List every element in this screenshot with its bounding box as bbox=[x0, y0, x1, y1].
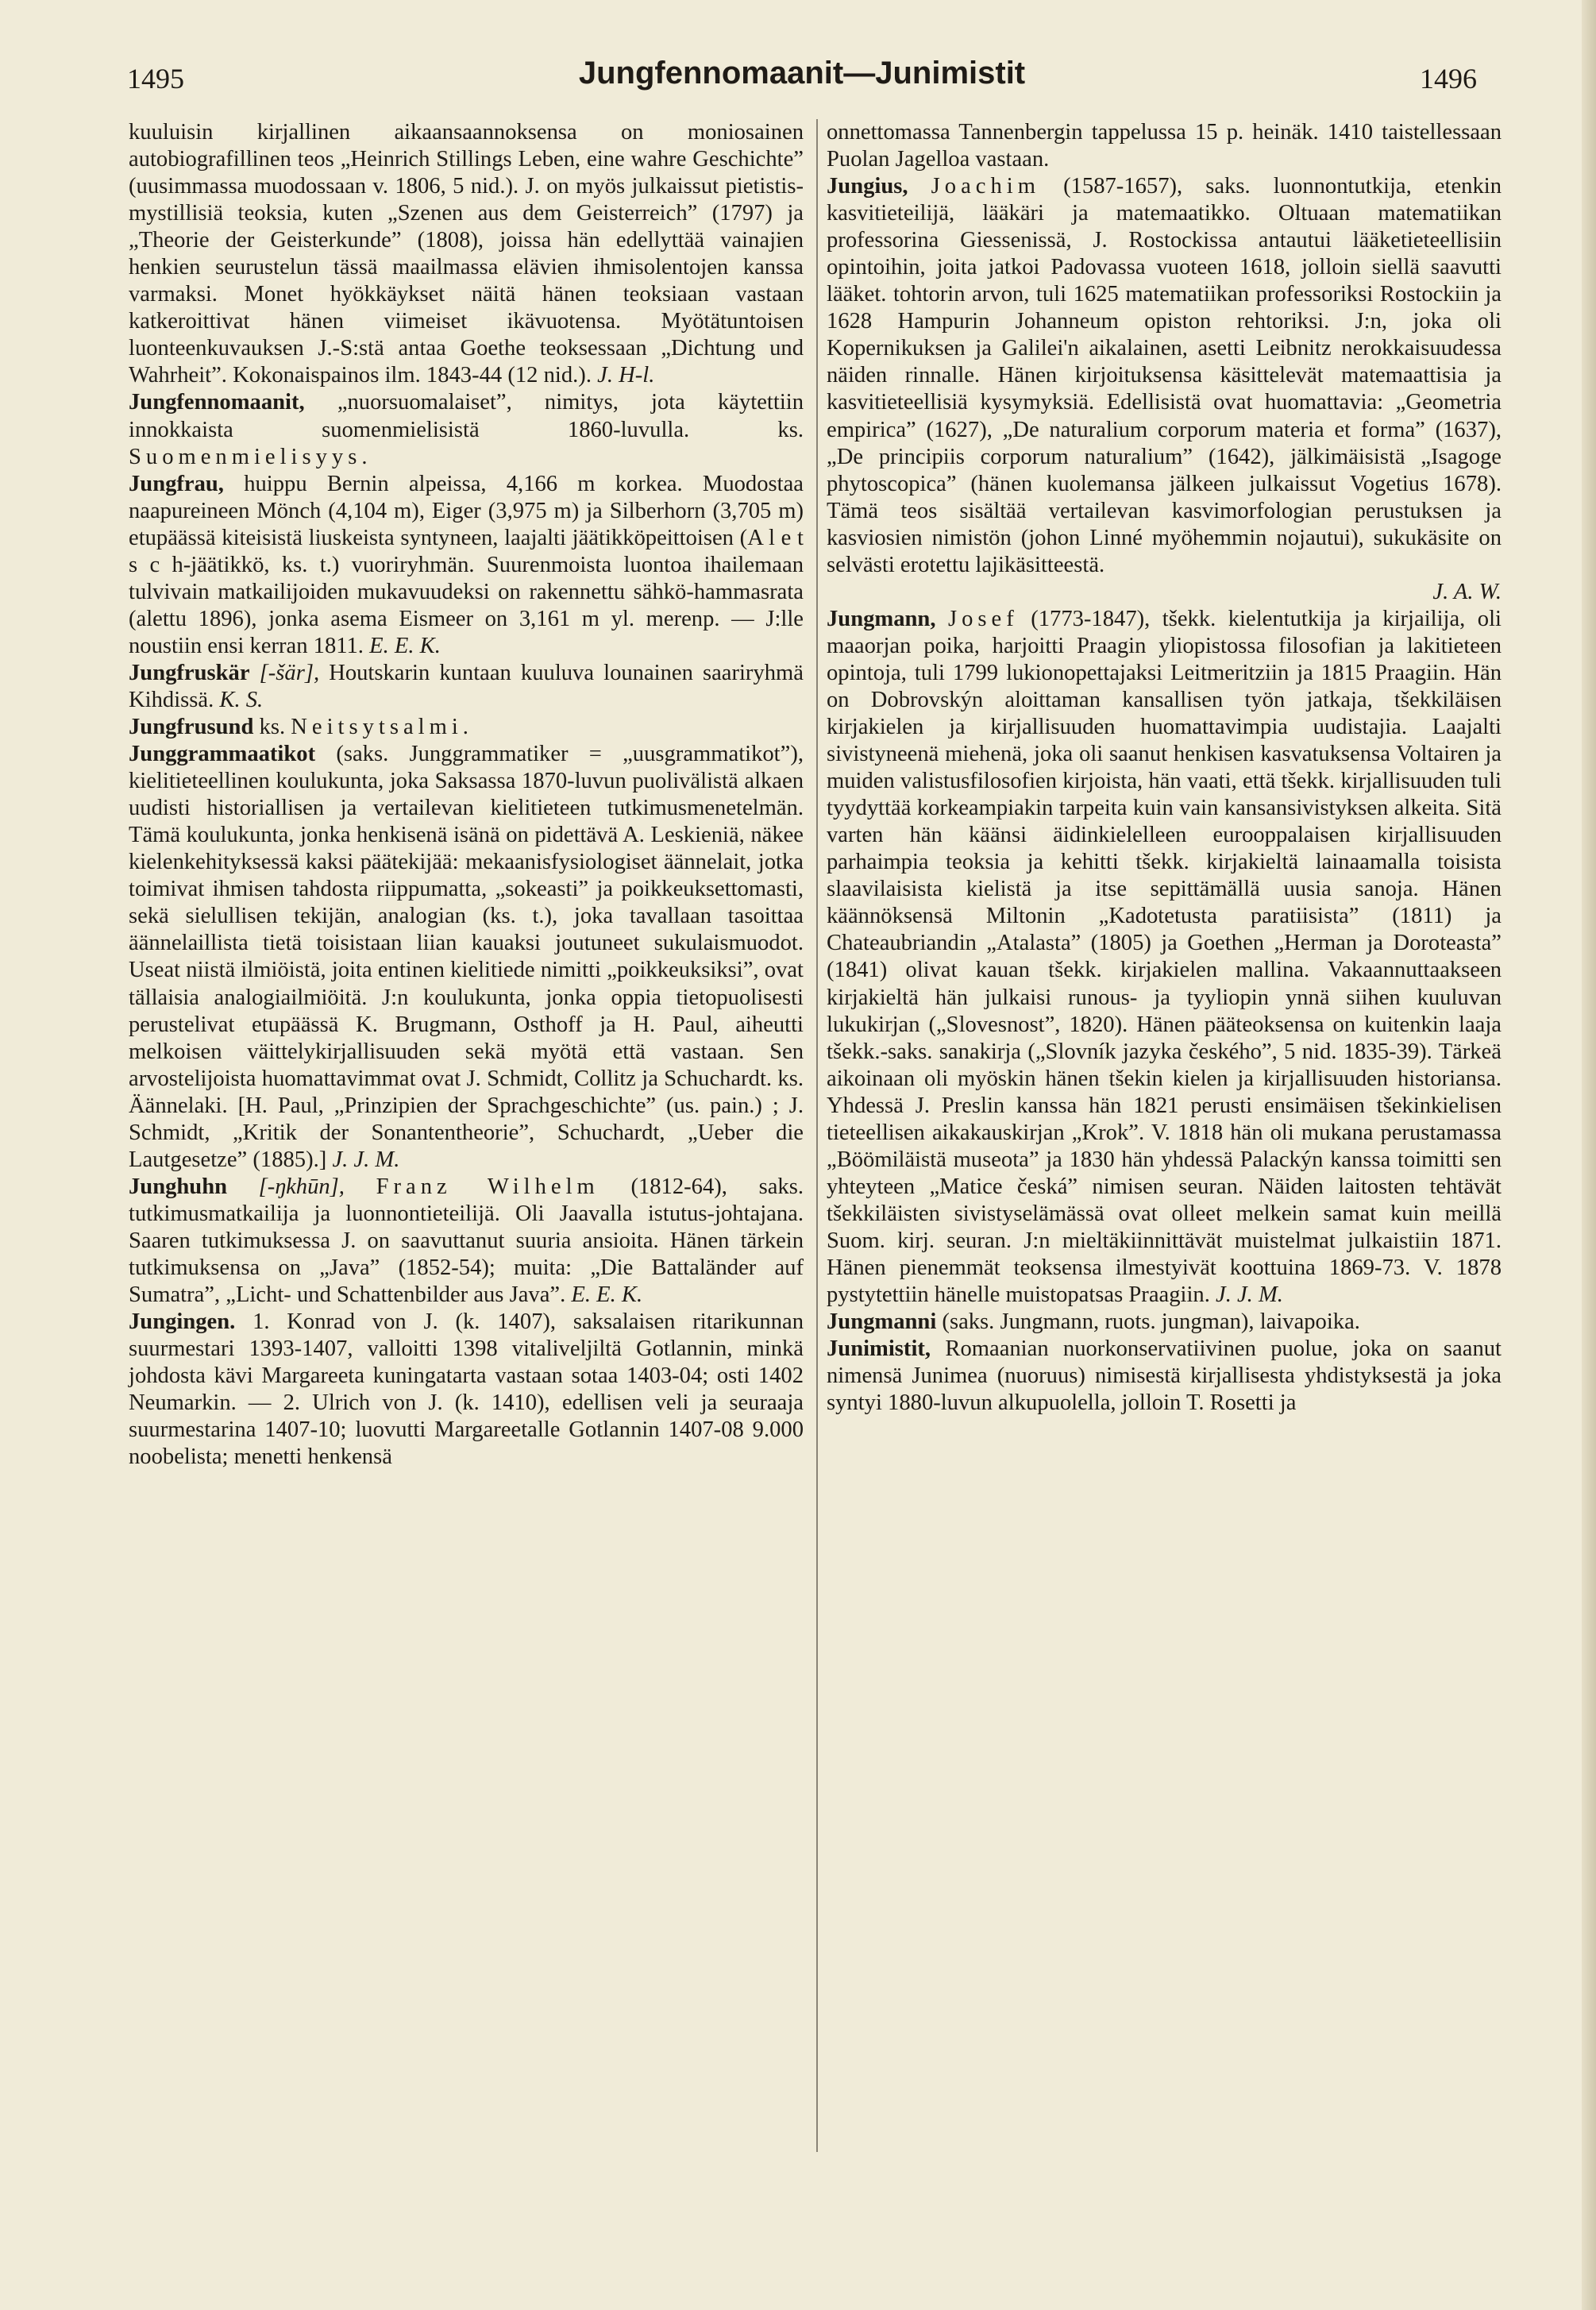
left-column bbox=[129, 119, 804, 1471]
right-column bbox=[827, 119, 1502, 1417]
author-signature: E. E. K. bbox=[369, 633, 441, 658]
entry-junghuhn bbox=[129, 1174, 804, 1309]
entry-headword: Jungfrau, bbox=[129, 471, 224, 496]
page-number-left: 1495 bbox=[127, 63, 184, 94]
cross-reference: Suomenmielisyys. bbox=[129, 444, 372, 469]
running-title: Jungfennomaanit—Junimistit bbox=[578, 56, 1026, 91]
page-number-right: 1496 bbox=[1420, 63, 1477, 94]
author-signature: J. H-l. bbox=[597, 363, 655, 388]
entry-headword: Jungingen. bbox=[129, 1309, 236, 1335]
entry-jungingen bbox=[129, 1309, 804, 1471]
entry-text: (1587-1657), saks. luonnontutkija, etenkin kasvitieteilijä, lääkäri ja matemaatikko. Oltuaan matematiikan professorina Giessenissä, J. Rostockissa antautui lääketieteellisiin opintoihin, joita jatkoi Padovassa vuoteen 1618, jolloin siellä saavutti lääket. tohtorin arvon, tuli 1625 matematiikan professoriksi Rostockiin ja 1628 Hampurin Johanneum opiston rehtoriksi. J:n, joka oli Kopernikuksen ja Galilei'n aikalainen, asetti Leibnitz nerokkaisuudessa näiden rinnalle. Hänen kirjoituksensa käsittelevät matemaattisia ja kasvitieteellisiä kysymyksiä. Edellisistä ovat huomattavia: „Geometria empirica” (1627), „De naturalium corporum materia et forma” (1637), „De principiis corporum naturalium” (1642), jälkimäisistä „Isagoge phytoscopica” (hänen kuolemansa jälkeen julkaissut Vogetius 1678). Tämä teos sisältää vertailevan kasvimorfologian perustuksen ja kasviosien nimistön (johon Linné myöhemmin nojautui), sukukäsite on selvästi erotettu lajikäsitteestä. bbox=[827, 174, 1502, 577]
entry-text: (1773-1847), tšekk. kielentutkija ja kirjailija, oli maaorjan poika, harjoitti Praagin yliopistossa filosofian ja lakitieteen opintoja, tuli 1799 lukionopettajaksi Leitmeritziin ja 1815 Praagiin. Hän on Dobrovskýn aloittaman kansallisen työn jatkaja, tšekkiläisen kirjakielen ja kirjallisuuden huomattavimpia uudistajia. Laajalti sivistyneenä miehenä, joka oli saanut henkisen kasvatuksensa Voltairen ja muiden valistusfilosofien kirjoista, hän vaati, että tšekk. kirjallisuuden tuli tyydyttää korkeampiakin tarpeita kuin vain kansansivistyksen alkeita. Sitä varten hän käänsi äidinkielelleen eurooppalaisen kirjallisuuden parhaimpia teoksia ja kehitti tšekk. kirjakieltä lainaamalla toisista slaavilaisista kielistä ja itse sepittämällä uusia sanoja. Hänen käännöksensä Miltonin „Kadotetusta paratiisista” (1811) ja Chateaubriandin „Atalasta” (1805) ja Goethen „Herman ja Doroteasta” (1841) olivat kauan tšekk. kirjakielen mallina. Vakaannuttaakseen kirjakieltä hän julkaisi runous- ja tyyliopin ynnä siihen kuuluvan lukukirjan („Slovesnost”, 1820). Hänen pääteoksensa on kuitenkin laaja tšekk.-saks. sanakirja („Slovník jazyka českého”, 5 nid. 1835-39). Tärkeä aikoinaan oli myöskin hänen tšekin kielen ja kirjallisuuden historiansa. Yhdessä J. Preslin kanssa hän 1821 perusti ensimäisen tšekinkielisen tieteellisen aikakauskirjan „Krok”. V. 1818 hän oli mukana perustamassa „Böömiläistä museota” ja 1830 hän yhdessä Palackýn kanssa toimitti sen yhteyteen „Matice česká” nimisen seuran. Näiden laitosten tehtävät tšekkiläisten sivistyselämässä ovat olleet melkein samat kuin meillä Suom. kirj. seuran. J:n mieltäkiinnittävät muistelmat julkaistiin 1871. Hänen pienemmät teoksensa ilmestyivät koottuina 1869-73. V. 1878 pystytettiin hänelle muistopatsas Praagiin. bbox=[827, 606, 1502, 1308]
person-name: Josef bbox=[947, 606, 1019, 631]
pronunciation: [-ŋkhūn], bbox=[258, 1174, 345, 1199]
page-edge-shadow bbox=[1582, 0, 1596, 2310]
entry-jungius bbox=[827, 173, 1502, 606]
column-divider bbox=[816, 119, 818, 2152]
entry-text: (1812-64), saks. tutkimusmatkailija ja luonnontieteilijä. Oli Jaavalla istutus-johtajana. Saaren tutkimuksessa J. on saavuttanut suuria ansioita. Hänen tärkein tutkimuksensa on „Java” (1852-54); muita: „Die Battaländer auf Sumatra”, „Licht- und Schattenbilder aus Java”. bbox=[129, 1174, 804, 1308]
entry-text: huippu Bernin alpeissa, 4,166 m korkea. Muodostaa naapureineen Mönch (4,104 m), Eiger (3,975 m) ja Silberhorn (3,705 m) etupäässä kiteisistä liuskeista syntyneen, laajalti jäätikköpeittoisen (A l e t s c h-jäätikkö, ks. t.) vuoriryhmän. Suurenmoista luontoa ihailemaan tulvivain matkailijoiden mukavuudeksi on rakennettu sähkö-hammasrata (alettu 1896), jonka asema Eismeer on 3,161 m yl. merenp. — J:lle noustiin ensi kerran 1811. bbox=[129, 471, 804, 658]
entry-text: onnettomassa Tannenbergin tappelussa 15 p. heinäk. 1410 taistellessaan Puolan Jagelloa vastaan. bbox=[827, 120, 1502, 172]
entry-headword: Junghuhn bbox=[129, 1174, 228, 1199]
author-signature: E. E. K. bbox=[571, 1282, 643, 1308]
entry-text: Romaanian nuorkonservatiivinen puolue, joka on saanut nimensä Junimea (nuoruus) nimisestä kirjallisesta yhdistyksestä ja joka syntyi 1880-luvun alkupuolella, jolloin T. Rosetti ja bbox=[827, 1336, 1502, 1416]
entry-jungfrusund bbox=[129, 714, 804, 741]
cross-reference: Neitsytsalmi. bbox=[291, 715, 473, 740]
entry-text: ks. bbox=[259, 715, 286, 740]
entry-jungfruskar bbox=[129, 660, 804, 714]
entry-text: „nuorsuomalaiset”, nimitys, jota käytettiin innokkaista suomenmielisistä 1860-luvulla. ks. bbox=[129, 390, 804, 442]
entry-headword: Jungfruskär bbox=[129, 660, 250, 685]
entry-headword: Jungfennomaanit, bbox=[129, 390, 305, 415]
entry-text: Houtskarin kuntaan kuuluva lounainen saariryhmä Kihdissä. bbox=[129, 660, 804, 712]
entry-continuation bbox=[827, 119, 1502, 173]
entry-headword: Jungfrusund bbox=[129, 715, 254, 740]
pronunciation: [-šär], bbox=[259, 660, 320, 685]
entry-jungmanni bbox=[827, 1309, 1502, 1336]
entry-text: kuuluisin kirjallinen aikaansaannoksensa on moniosainen autobiografillinen teos „Heinrich Stillings Leben, eine wahre Geschichte” (uusimmassa muodossaan v. 1806, 5 nid.). J. on myös julkaissut pietistis-mystillisiä teoksia, kuten „Szenen aus dem Geisterreich” (1797) ja „Theorie der Geisterkunde” (1808), joissa hän edellyttää vainajien henkien seurustelun tässä maailmassa elävien ihmisolentojen kanssa varmaksi. Monet hyökkäykset näitä hänen teoksiaan vastaan katkeroittivat hänen viimeiset ikävuotensa. Myötätuntoisen luonteenkuvauksen J.-S:stä antaa Goethe teoksessaan „Dichtung und Wahrheit”. Kokonaispainos ilm. 1843-44 (12 nid.). bbox=[129, 120, 804, 388]
entry-text: (saks. Junggrammatiker = „uusgrammatikot”), kielitieteellinen koulukunta, joka Saksassa 1870-luvun puolivälistä alkaen uudisti historiallisen ja vertailevan kielitieteen tutkimusmenetelmän. Tämä koulukunta, jonka henkisenä isänä on pidettävä A. Leskieniä, näkee kielenkehityksessä kaksi päätekijää: mekaanisfysiologiset äännelait, jotka toimivat ihmisen tahdosta riippumatta, „sokeasti” ja poikkeuksettomasti, sekä sielullisen tekijän, analogian (ks. t.), joka tavallaan tasoittaa äännelaillista tietä toisistaan liian kauaksi joutuneet sukulaismuodot. Useat niistä ilmiöistä, joita entinen kielitiede nimitti „poikkeuksiksi”, ovat tällaisia analogiailmiöitä. J:n koulukunta, jonka oppia tietopuolisesti perustelivat etupäässä K. Brugmann, Osthoff ja H. Paul, aiheutti melkoisen väittelykirjallisuuden sekä myötä että vastaan. Sen arvostelijoista huomattavimmat ovat J. Schmidt, Collitz ja Schuchardt. ks. Äännelaki. [H. Paul, „Prinzipien der Sprachgeschichte” (us. pain.) ; J. Schmidt, „Kritik der Sonantentheorie”, Schuchardt, „Ueber die Lautgesetze” (1885).] bbox=[129, 742, 804, 1172]
person-name: Joachim bbox=[931, 174, 1040, 199]
entry-jungmann bbox=[827, 606, 1502, 1309]
author-signature: K. S. bbox=[219, 687, 264, 712]
entry-junggrammaatikot bbox=[129, 741, 804, 1174]
entry-jungfennomaanit bbox=[129, 389, 804, 470]
entry-headword: Junimistit, bbox=[827, 1336, 931, 1362]
entry-continuation bbox=[129, 119, 804, 389]
author-signature: J. A. W. bbox=[1432, 579, 1502, 604]
entry-text: (saks. Jungmann, ruots. jungman), laivapoika. bbox=[942, 1309, 1360, 1335]
entry-headword: Jungius, bbox=[827, 174, 908, 199]
entry-headword: Jungmann, bbox=[827, 606, 936, 631]
page-header bbox=[127, 56, 1477, 103]
author-signature: J. J. M. bbox=[1216, 1282, 1283, 1308]
entry-jungfrau bbox=[129, 471, 804, 660]
entry-headword: Jungmanni bbox=[827, 1309, 937, 1335]
author-signature: J. J. M. bbox=[332, 1147, 400, 1172]
entry-headword: Junggrammaatikot bbox=[129, 742, 316, 767]
entry-text: 1. Konrad von J. (k. 1407), saksalaisen ritarikunnan suurmestari 1393-1407, valloitti 1398 vitaliveljiltä Gotlannin, minkä johdosta kävi Margareeta kuningatarta vastaan sotaa 1403-04; osti 1402 Neumarkin. — 2. Ulrich von J. (k. 1410), edellisen veli ja seuraaja suurmestarina 1407-10; luovutti Margareetalle Gotlannin 1407-08 9.000 noobelista; menetti henkensä bbox=[129, 1309, 804, 1470]
person-name: Franz Wilhelm bbox=[376, 1174, 599, 1199]
entry-junimistit bbox=[827, 1336, 1502, 1417]
